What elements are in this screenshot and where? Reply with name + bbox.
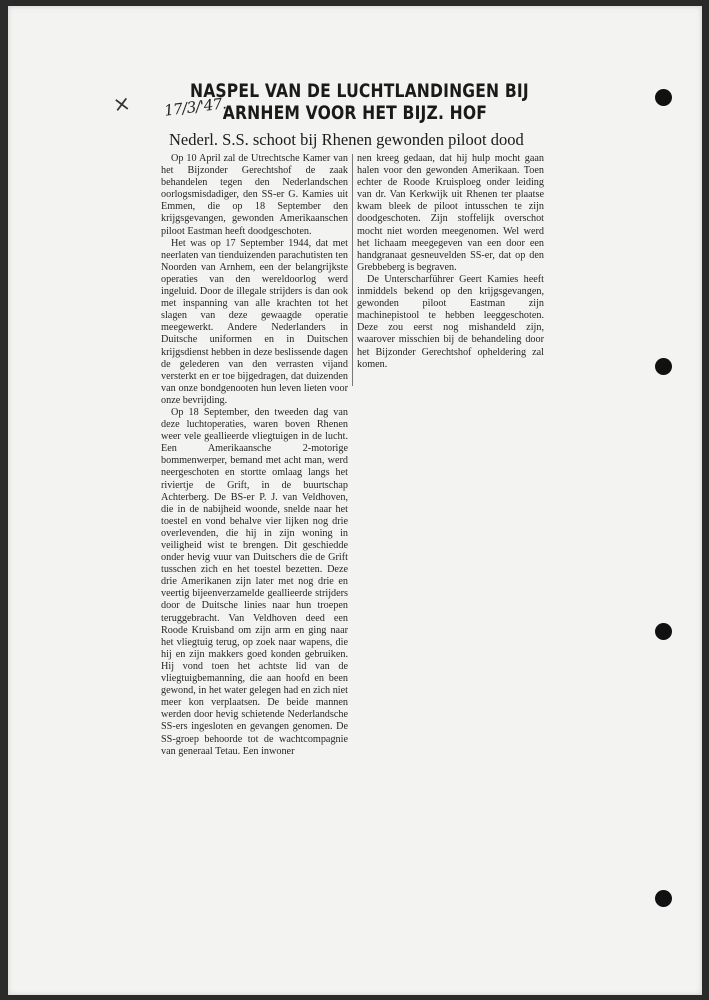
article-subheadline: Nederl. S.S. schoot bij Rhenen gewonden piloot dood: [169, 130, 524, 149]
article-paragraph: nen kreeg gedaan, dat hij hulp mocht gaan halen voor den gewonden Amerikaan. Toen echter de Roode Kruisploeg onder leiding van dr. Van Kerkwijk uit Rhenen ter plaatse kwam bleek de piloot intusschen te zijn doodgeschoten. Zijn stoffelijk overschot mocht niet worden meegenomen. Wel werd het lichaam meegegeven van een door een handgranaat gesneuvelden SS-er, dat op den Grebbeberg is begraven.: [357, 153, 544, 273]
handwritten-date: 17/3/'47.: [163, 94, 228, 120]
headline-line-2: ARNHEM VOOR HET BIJZ. HOF: [222, 102, 488, 124]
article-headline: [190, 80, 529, 124]
article-paragraph: Het was op 17 September 1944, dat met neerlaten van tienduizenden parachutisten ten Noorden van Arnhem, een der belangrijkste operaties van den wereldoorlog werd ingeluid. Door de illegale strijders is dan ook met inspanning van alle krachten tot het slagen van deze gewaagde operatie meegewerkt. Andere Nederlanders in Duitsche uniformen en in Duitschen krijgsdienst hebben in deze beslissende dagen de gelederen van den verrasten vijand versterkt en er toe bijgedragen, dat duizenden van onze bondgenooten hun leven lieten voor onze bevrijding.: [161, 237, 349, 406]
punch-hole: [655, 89, 672, 106]
punch-hole: [655, 890, 672, 907]
article-column-2: [357, 153, 544, 370]
article-column-1: [161, 153, 349, 757]
article-paragraph: De Unterscharführer Geert Kamies heeft inmiddels bekend op den krijgsgevangen, gewonden piloot Eastman zijn machinepistool te hebben leeggeschoten. Deze zou eerst nog mishandeld zijn, waarover misschien bij de behandeling door het Bijzonder Gerechtshof opheldering zal komen.: [357, 273, 544, 370]
document-page: [8, 6, 702, 995]
column-divider: [352, 154, 353, 386]
handwritten-mark: ×: [111, 90, 133, 118]
headline-line-1: NASPEL VAN DE LUCHTLANDINGEN BIJ: [190, 80, 529, 102]
punch-hole: [655, 623, 672, 640]
article-paragraph: Op 18 September, den tweeden dag van deze luchtoperaties, waren boven Rhenen weer vele geallieerde vliegtuigen in de lucht. Een Amerikaansche 2-motorige bommenwerper, bemand met acht man, werd neergeschoten en stortte omlaag langs het riviertje de Grift, in de buurtschap Achterberg. De BS-er P. J. van Veldhoven, die in de nabijheid woonde, snelde naar het toestel en vond behalve vier lijken nog drie overlevenden, die hij in zijn woning in veiligheid wist te brengen. Dit geschiedde onder hevig vuur van Duitschers die de Grift tusschen zich en het toestel bezetten. Deze drie Amerikanen zijn later met nog drie en veertig bijeenverzamelde geallieerde strijders door de Duitsche linies naar hun troepen teruggebracht. Van Veldhoven deed een Roode Kruisband om zijn arm en ging naar het vliegtuig terug, op zoek naar wapens, die hij en zijn makkers goed konden gebruiken. Hij vond toen het achtste lid van de vliegtuigbemanning, die aan hoofd en been gewond, in het water gelegen had en zich niet meer kon verplaatsen. De beide mannen werden door hevig schietende Nederlandsche SS-ers ingesloten en gevangen genomen. De SS-groep behoorde tot de wachtcompagnie van generaal Tetau. Een inwoner: [161, 406, 348, 757]
article-paragraph: Op 10 April zal de Utrechtsche Kamer van het Bijzonder Gerechtshof de zaak behandelen tegen den Nederlandschen oorlogsmisdadiger, den SS-er G. Kamies uit Emmen, die op 18 September den krijgsgevangen, gewonden Amerikaanschen piloot Eastman heeft doodgeschoten.: [161, 153, 348, 237]
punch-hole: [655, 358, 672, 375]
